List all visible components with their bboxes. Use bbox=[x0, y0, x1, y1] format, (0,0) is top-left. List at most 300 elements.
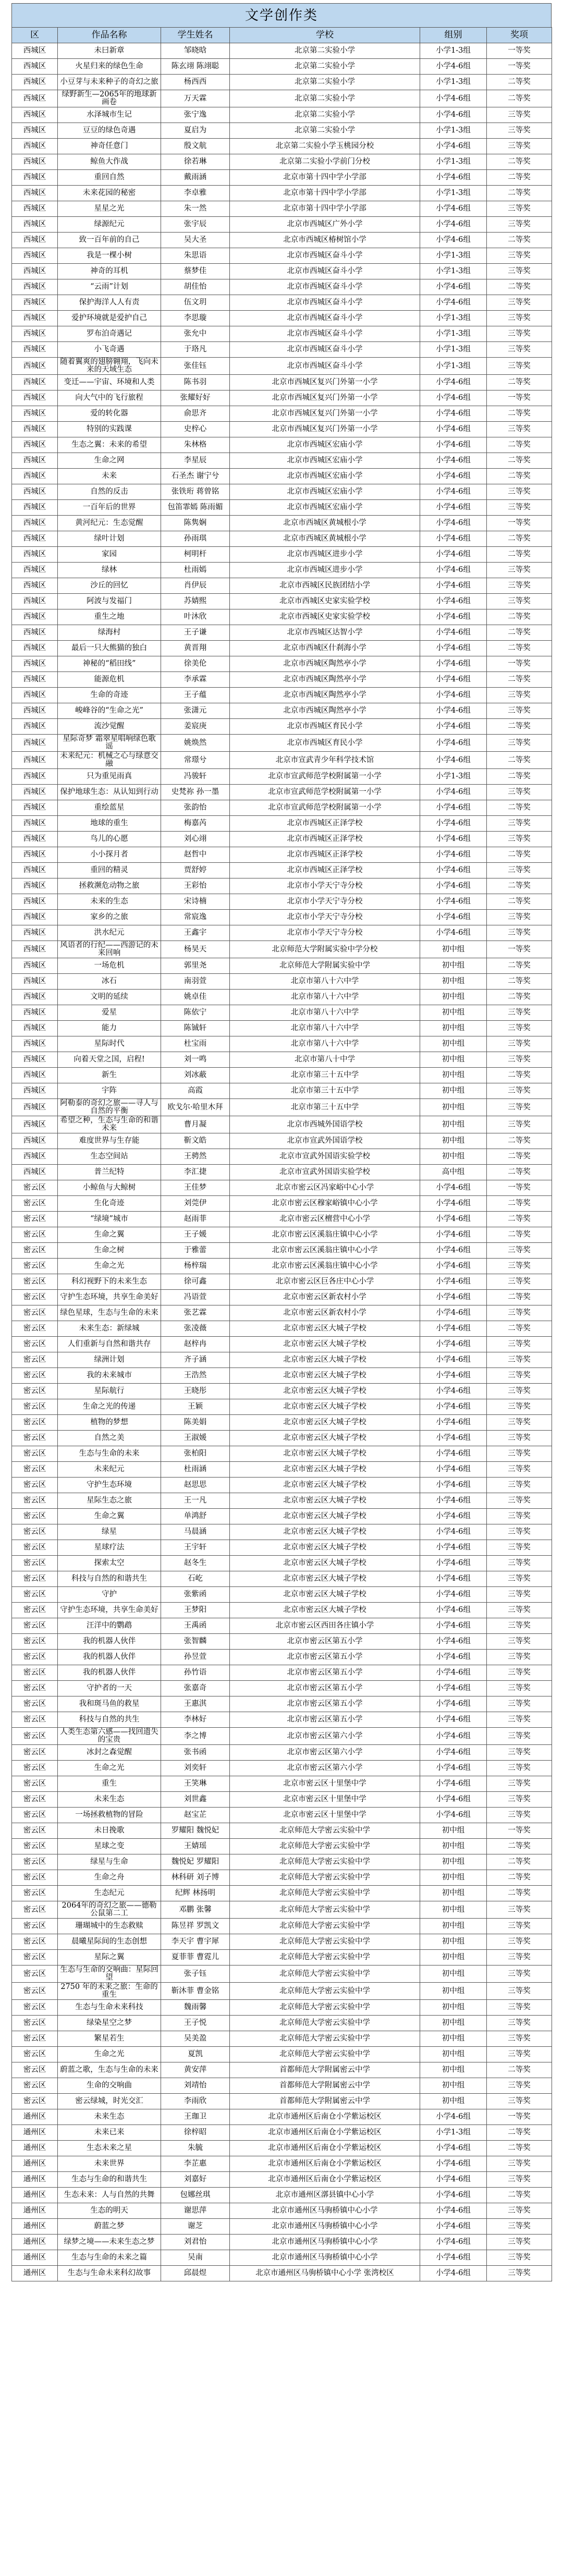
cell-award: 三等奖 bbox=[487, 1934, 552, 1950]
cell-work-title: 拯救濒危动物之旅 bbox=[58, 878, 161, 894]
cell-group: 初中组 bbox=[420, 1116, 487, 1133]
cell-student-name: 李之博 bbox=[161, 1728, 230, 1745]
cell-group: 小学4-6组 bbox=[420, 578, 487, 594]
cell-district: 西城区 bbox=[12, 878, 58, 894]
cell-group: 小学4-6组 bbox=[420, 625, 487, 641]
cell-school: 北京市西城区奋斗小学 bbox=[230, 279, 420, 295]
table-row bbox=[12, 186, 552, 201]
cell-student-name: 靳沐菲 曹金铭 bbox=[161, 1983, 230, 2000]
cell-school: 北京市小学天宁寺分校 bbox=[230, 910, 420, 925]
cell-group: 小学4-6组 bbox=[420, 1509, 487, 1524]
cell-work-title: 鸟儿的心愿 bbox=[58, 832, 161, 847]
cell-award: 一等奖 bbox=[487, 59, 552, 75]
table-row bbox=[12, 2031, 552, 2047]
cell-work-title: 绿梦之境——未来生态之梦 bbox=[58, 2235, 161, 2250]
cell-award: 三等奖 bbox=[487, 1509, 552, 1524]
cell-award: 三等奖 bbox=[487, 1919, 552, 1934]
table-row bbox=[12, 832, 552, 847]
cell-school: 北京师范大学附属实验中学分校 bbox=[230, 941, 420, 958]
cell-group: 小学4-6组 bbox=[420, 703, 487, 719]
cell-district: 西城区 bbox=[12, 437, 58, 453]
table-row bbox=[12, 139, 552, 154]
cell-district: 密云区 bbox=[12, 1728, 58, 1745]
cell-student-name: 张铁珩 蒋曾铭 bbox=[161, 484, 230, 500]
cell-award: 三等奖 bbox=[487, 1950, 552, 1965]
cell-work-title: 珊瑚城中的生态救赎 bbox=[58, 1919, 161, 1934]
cell-award: 三等奖 bbox=[487, 2203, 552, 2219]
cell-work-title: 未来世界 bbox=[58, 2156, 161, 2172]
cell-district: 西城区 bbox=[12, 75, 58, 90]
cell-group: 小学4-6组 bbox=[420, 816, 487, 832]
cell-award: 三等奖 bbox=[487, 785, 552, 800]
cell-work-title: 只为重见雨真 bbox=[58, 769, 161, 785]
cell-award: 二等奖 bbox=[487, 279, 552, 295]
cell-group: 小学4-6组 bbox=[420, 1493, 487, 1509]
cell-school: 北京市通州区马驹桥镇中心小学 bbox=[230, 2250, 420, 2266]
cell-school: 北京市宣武外国语实验学校 bbox=[230, 1149, 420, 1165]
cell-student-name: 杜雨涵 bbox=[161, 1462, 230, 1478]
cell-student-name: 夏凯 bbox=[161, 2047, 230, 2062]
cell-student-name: 李雨欣 bbox=[161, 2094, 230, 2109]
cell-school: 北京市通州区后南仓小学紫运校区 bbox=[230, 2141, 420, 2156]
cell-group: 初中组 bbox=[420, 1870, 487, 1886]
cell-group: 小学4-6组 bbox=[420, 2172, 487, 2188]
cell-group: 小学4-6组 bbox=[420, 233, 487, 248]
cell-award: 二等奖 bbox=[487, 1212, 552, 1227]
cell-award: 三等奖 bbox=[487, 1681, 552, 1696]
cell-group: 小学4-6组 bbox=[420, 1352, 487, 1368]
cell-award: 二等奖 bbox=[487, 2141, 552, 2156]
cell-award: 二等奖 bbox=[487, 2188, 552, 2203]
cell-student-name: 李卓雅 bbox=[161, 186, 230, 201]
cell-student-name: 王子谦 bbox=[161, 625, 230, 641]
cell-group: 小学4-6组 bbox=[420, 201, 487, 217]
cell-school: 北京第二实验小学玉桃园分校 bbox=[230, 139, 420, 154]
cell-school: 北京师范大学密云实验中学 bbox=[230, 1919, 420, 1934]
cell-group: 小学4-6组 bbox=[420, 1180, 487, 1196]
table-row bbox=[12, 1540, 552, 1556]
cell-district: 密云区 bbox=[12, 1462, 58, 1478]
cell-student-name: 王佳梦 bbox=[161, 1180, 230, 1196]
cell-award: 三等奖 bbox=[487, 295, 552, 311]
cell-group: 小学1-3组 bbox=[420, 311, 487, 326]
cell-student-name: 刘靖怡 bbox=[161, 2078, 230, 2094]
cell-district: 密云区 bbox=[12, 2078, 58, 2094]
cell-award: 三等奖 bbox=[487, 1399, 552, 1415]
cell-school: 北京市西城区宏庙小学 bbox=[230, 500, 420, 516]
cell-district: 西城区 bbox=[12, 656, 58, 672]
cell-award: 三等奖 bbox=[487, 1305, 552, 1321]
cell-district: 西城区 bbox=[12, 170, 58, 186]
cell-award: 三等奖 bbox=[487, 1618, 552, 1634]
cell-district: 西城区 bbox=[12, 910, 58, 925]
cell-student-name: 陈依宁 bbox=[161, 1005, 230, 1021]
cell-group: 小学4-6组 bbox=[420, 1212, 487, 1227]
cell-group: 初中组 bbox=[420, 1886, 487, 1901]
cell-work-title: 随着翼爽的翅膀翱翔，飞向未来的天域生态 bbox=[58, 358, 161, 375]
cell-award: 三等奖 bbox=[487, 1587, 552, 1603]
cell-student-name: 杨梓瑞 bbox=[161, 1259, 230, 1274]
table-row bbox=[12, 1259, 552, 1274]
header-district: 区 bbox=[12, 28, 58, 43]
cell-student-name: 夏启为 bbox=[161, 123, 230, 139]
cell-student-name: 杨西西 bbox=[161, 75, 230, 90]
cell-school: 北京市第八十六中学 bbox=[230, 1036, 420, 1052]
cell-school: 北京市宣武青少年科学技术馆 bbox=[230, 752, 420, 769]
cell-work-title: 生态未来：人与自然的共舞 bbox=[58, 2188, 161, 2203]
cell-school: 北京市西城区正泽学校 bbox=[230, 847, 420, 863]
header-work-title: 作品名称 bbox=[58, 28, 161, 43]
cell-group: 小学1-3组 bbox=[420, 358, 487, 375]
cell-work-title: 2750 年的未来之旅：生命的重生 bbox=[58, 1983, 161, 2000]
cell-school: 北京市西城区奋斗小学 bbox=[230, 342, 420, 358]
table-row bbox=[12, 1052, 552, 1068]
cell-district: 密云区 bbox=[12, 1180, 58, 1196]
cell-district: 西城区 bbox=[12, 217, 58, 233]
cell-student-name: 胡佳怡 bbox=[161, 279, 230, 295]
cell-award: 三等奖 bbox=[487, 925, 552, 941]
cell-award: 三等奖 bbox=[487, 248, 552, 264]
cell-group: 小学1-3组 bbox=[420, 326, 487, 342]
cell-group: 初中组 bbox=[420, 2000, 487, 2016]
cell-student-name: 张韵怡 bbox=[161, 800, 230, 816]
cell-award: 三等奖 bbox=[487, 1005, 552, 1021]
cell-work-title: 神奇任意门 bbox=[58, 139, 161, 154]
table-row bbox=[12, 422, 552, 437]
cell-school: 北京市西城区陶然亭小学 bbox=[230, 703, 420, 719]
table-row bbox=[12, 878, 552, 894]
cell-student-name: 刘莞伊 bbox=[161, 1196, 230, 1212]
cell-work-title: 生命之翼 bbox=[58, 1509, 161, 1524]
table-row bbox=[12, 1274, 552, 1290]
cell-group: 小学4-6组 bbox=[420, 1712, 487, 1728]
cell-student-name: 欧戈尔·哈里木拜 bbox=[161, 1099, 230, 1116]
cell-group: 小学4-6组 bbox=[420, 688, 487, 703]
cell-work-title: “绿境”城市 bbox=[58, 1212, 161, 1227]
cell-award: 三等奖 bbox=[487, 201, 552, 217]
cell-student-name: 黄晋翔 bbox=[161, 641, 230, 656]
cell-student-name: 石圣杰 谢宁兮 bbox=[161, 469, 230, 484]
cell-group: 初中组 bbox=[420, 1083, 487, 1099]
cell-school: 北京第二实验小学前门分校 bbox=[230, 154, 420, 170]
cell-district: 西城区 bbox=[12, 264, 58, 279]
cell-award: 三等奖 bbox=[487, 1259, 552, 1274]
cell-school: 北京市宣武外国语学校 bbox=[230, 1133, 420, 1149]
table-row bbox=[12, 990, 552, 1005]
cell-school: 北京市密云区大城子学校 bbox=[230, 1368, 420, 1384]
cell-school: 北京市密云区第五小学 bbox=[230, 1650, 420, 1665]
cell-award: 二等奖 bbox=[487, 974, 552, 990]
cell-group: 小学4-6组 bbox=[420, 1603, 487, 1618]
cell-district: 密云区 bbox=[12, 1650, 58, 1665]
cell-award: 三等奖 bbox=[487, 2031, 552, 2047]
cell-award: 二等奖 bbox=[487, 609, 552, 625]
cell-group: 小学4-6组 bbox=[420, 107, 487, 123]
table-row bbox=[12, 1792, 552, 1808]
cell-work-title: 未来 bbox=[58, 469, 161, 484]
cell-district: 西城区 bbox=[12, 1068, 58, 1083]
cell-student-name: 赵宝芷 bbox=[161, 1808, 230, 1823]
cell-district: 西城区 bbox=[12, 1036, 58, 1052]
table-row bbox=[12, 453, 552, 469]
cell-group: 小学4-6组 bbox=[420, 609, 487, 625]
cell-award: 二等奖 bbox=[487, 1886, 552, 1901]
cell-group: 小学4-6组 bbox=[420, 1399, 487, 1415]
cell-group: 小学4-6组 bbox=[420, 1761, 487, 1776]
cell-group: 小学4-6组 bbox=[420, 422, 487, 437]
table-row bbox=[12, 1462, 552, 1478]
cell-school: 北京市西城区进步小学 bbox=[230, 547, 420, 563]
cell-student-name: 张宇辰 bbox=[161, 217, 230, 233]
cell-student-name: 陈玄翊 陈翊聪 bbox=[161, 59, 230, 75]
cell-district: 西城区 bbox=[12, 90, 58, 107]
cell-group: 小学4-6组 bbox=[420, 170, 487, 186]
cell-award: 三等奖 bbox=[487, 1462, 552, 1478]
cell-work-title: 家园 bbox=[58, 547, 161, 563]
table-row bbox=[12, 2062, 552, 2078]
cell-student-name: 姜宸庚 bbox=[161, 719, 230, 735]
cell-student-name: 魏悦妃 罗耀阳 bbox=[161, 1854, 230, 1870]
cell-award: 三等奖 bbox=[487, 2047, 552, 2062]
cell-school: 北京市密云区大城子学校 bbox=[230, 1462, 420, 1478]
table-row bbox=[12, 1571, 552, 1587]
table-row bbox=[12, 703, 552, 719]
table-row bbox=[12, 1745, 552, 1761]
cell-group: 小学4-6组 bbox=[420, 484, 487, 500]
cell-group: 初中组 bbox=[420, 2031, 487, 2047]
cell-work-title: 守护生态环境，共享生命美好 bbox=[58, 1603, 161, 1618]
cell-group: 小学4-6组 bbox=[420, 925, 487, 941]
cell-award: 三等奖 bbox=[487, 2219, 552, 2235]
cell-award: 三等奖 bbox=[487, 1696, 552, 1712]
cell-award: 三等奖 bbox=[487, 484, 552, 500]
cell-group: 小学4-6组 bbox=[420, 1243, 487, 1259]
table-row bbox=[12, 516, 552, 531]
cell-school: 北京市西城区育民小学 bbox=[230, 735, 420, 752]
cell-student-name: 包笛霏嫣 陈雨媚 bbox=[161, 500, 230, 516]
cell-school: 北京市密云区新农村小学 bbox=[230, 1305, 420, 1321]
table-row bbox=[12, 609, 552, 625]
cell-award: 二等奖 bbox=[487, 1870, 552, 1886]
cell-district: 密云区 bbox=[12, 1478, 58, 1493]
cell-award: 二等奖 bbox=[487, 1149, 552, 1165]
cell-work-title: 蔚蓝之歌，生态与生命的未来 bbox=[58, 2062, 161, 2078]
cell-student-name: 张宁逸 bbox=[161, 107, 230, 123]
table-row bbox=[12, 406, 552, 422]
cell-work-title: 生态空间站 bbox=[58, 1149, 161, 1165]
table-row bbox=[12, 1776, 552, 1792]
table-row bbox=[12, 1854, 552, 1870]
cell-student-name: 张耀好好 bbox=[161, 390, 230, 406]
cell-award: 三等奖 bbox=[487, 2235, 552, 2250]
cell-district: 通州区 bbox=[12, 2172, 58, 2188]
cell-student-name: 陈美娟 bbox=[161, 1415, 230, 1431]
cell-school: 北京市通州区漷县镇中心小学 bbox=[230, 2188, 420, 2203]
cell-award: 一等奖 bbox=[487, 2109, 552, 2125]
table-row bbox=[12, 656, 552, 672]
cell-student-name: 林科研 刘子博 bbox=[161, 1870, 230, 1886]
cell-student-name: 曹月凝 bbox=[161, 1116, 230, 1133]
cell-district: 西城区 bbox=[12, 816, 58, 832]
cell-group: 小学4-6组 bbox=[420, 894, 487, 910]
table-row bbox=[12, 672, 552, 688]
cell-district: 密云区 bbox=[12, 1305, 58, 1321]
cell-group: 小学1-3组 bbox=[420, 75, 487, 90]
cell-district: 西城区 bbox=[12, 1165, 58, 1180]
cell-award: 二等奖 bbox=[487, 154, 552, 170]
cell-school: 北京市宣武师范学校附属第一小学 bbox=[230, 785, 420, 800]
cell-student-name: 陈书羽 bbox=[161, 375, 230, 390]
cell-school: 北京第二实验小学 bbox=[230, 43, 420, 59]
table-row bbox=[12, 1116, 552, 1133]
cell-district: 西城区 bbox=[12, 139, 58, 154]
cell-work-title: 重生 bbox=[58, 1776, 161, 1792]
table-body bbox=[12, 43, 552, 2281]
cell-work-title: 汪洋中的鹦鹉 bbox=[58, 1618, 161, 1634]
table-row bbox=[12, 1133, 552, 1149]
cell-work-title: 人类生态第六感——找回遗失的宝贵 bbox=[58, 1728, 161, 1745]
cell-work-title: 阿勒泰的奇幻之旅——寻人与自然的平衡 bbox=[58, 1099, 161, 1116]
cell-student-name: 吴南 bbox=[161, 2250, 230, 2266]
cell-district: 西城区 bbox=[12, 769, 58, 785]
cell-student-name: 王鑫宇 bbox=[161, 925, 230, 941]
cell-district: 密云区 bbox=[12, 1384, 58, 1399]
table-row bbox=[12, 1603, 552, 1618]
cell-student-name: 李承霖 bbox=[161, 672, 230, 688]
table-row bbox=[12, 1431, 552, 1446]
cell-district: 西城区 bbox=[12, 358, 58, 375]
cell-district: 西城区 bbox=[12, 925, 58, 941]
cell-district: 西城区 bbox=[12, 625, 58, 641]
table-row bbox=[12, 1696, 552, 1712]
cell-award: 二等奖 bbox=[487, 719, 552, 735]
cell-group: 小学4-6组 bbox=[420, 59, 487, 75]
cell-school: 北京市密云区大城子学校 bbox=[230, 1337, 420, 1352]
cell-work-title: 未来已来 bbox=[58, 2125, 161, 2141]
table-row bbox=[12, 1587, 552, 1603]
cell-school: 北京市密云区大城子学校 bbox=[230, 1524, 420, 1540]
cell-group: 初中组 bbox=[420, 2078, 487, 2094]
cell-school: 北京市密云区第五小学 bbox=[230, 1681, 420, 1696]
cell-group: 初中组 bbox=[420, 1983, 487, 2000]
table-row bbox=[12, 594, 552, 609]
table-row bbox=[12, 625, 552, 641]
table-row bbox=[12, 201, 552, 217]
cell-school: 北京市宣武外国语实验学校 bbox=[230, 1165, 420, 1180]
cell-group: 初中组 bbox=[420, 1919, 487, 1934]
table-row bbox=[12, 688, 552, 703]
table-row bbox=[12, 1290, 552, 1305]
cell-school: 北京市小学天宁寺分校 bbox=[230, 894, 420, 910]
cell-student-name: 李思璇 bbox=[161, 311, 230, 326]
table-row bbox=[12, 1446, 552, 1462]
table-row bbox=[12, 941, 552, 958]
table-row bbox=[12, 43, 552, 59]
cell-district: 西城区 bbox=[12, 641, 58, 656]
cell-group: 小学4-6组 bbox=[420, 1556, 487, 1571]
cell-school: 北京市通州区后南仓小学紫运校区 bbox=[230, 2109, 420, 2125]
cell-school: 北京市西城区奋斗小学 bbox=[230, 311, 420, 326]
cell-work-title: 人们重新与自然和谐共存 bbox=[58, 1337, 161, 1352]
cell-school: 北京市西城区正泽学校 bbox=[230, 832, 420, 847]
cell-work-title: 希望之种，生态与生命的和谐未来 bbox=[58, 1116, 161, 1133]
cell-school: 北京市密云区檀营中心小学 bbox=[230, 1212, 420, 1227]
cell-district: 密云区 bbox=[12, 1290, 58, 1305]
cell-student-name: 张艺霖 bbox=[161, 1305, 230, 1321]
cell-student-name: 张嘉奇 bbox=[161, 1681, 230, 1696]
table-row bbox=[12, 578, 552, 594]
cell-district: 西城区 bbox=[12, 1021, 58, 1036]
cell-work-title: 生态与生命的未来之篇 bbox=[58, 2250, 161, 2266]
table-row bbox=[12, 390, 552, 406]
cell-district: 西城区 bbox=[12, 1133, 58, 1149]
cell-school: 北京师范大学密云实验中学 bbox=[230, 2031, 420, 2047]
cell-school: 北京市密云区大城子学校 bbox=[230, 1556, 420, 1571]
cell-group: 小学4-6组 bbox=[420, 1728, 487, 1745]
cell-student-name: 石屹 bbox=[161, 1571, 230, 1587]
table-row bbox=[12, 2266, 552, 2281]
cell-school: 北京市密云区第五小学 bbox=[230, 1712, 420, 1728]
cell-award: 二等奖 bbox=[487, 406, 552, 422]
cell-work-title: 星球之变 bbox=[58, 1839, 161, 1854]
cell-group: 小学4-6组 bbox=[420, 2156, 487, 2172]
cell-work-title: 生态之翼：未来的希望 bbox=[58, 437, 161, 453]
cell-school: 北京市西城区进步小学 bbox=[230, 563, 420, 578]
cell-school: 北京市密云区冯家峪中心小学 bbox=[230, 1180, 420, 1196]
cell-work-title: 我的未来城市 bbox=[58, 1368, 161, 1384]
cell-group: 初中组 bbox=[420, 2062, 487, 2078]
cell-school: 北京市西城区陶然亭小学 bbox=[230, 656, 420, 672]
cell-student-name: 李汇捷 bbox=[161, 1165, 230, 1180]
cell-work-title: 特别的实践课 bbox=[58, 422, 161, 437]
table-row bbox=[12, 735, 552, 752]
cell-district: 密云区 bbox=[12, 1243, 58, 1259]
table-row bbox=[12, 910, 552, 925]
cell-group: 小学4-6组 bbox=[420, 641, 487, 656]
cell-award: 二等奖 bbox=[487, 894, 552, 910]
cell-work-title: 峻峰谷的“生命之光” bbox=[58, 703, 161, 719]
cell-student-name: 刘君怡 bbox=[161, 2235, 230, 2250]
table-row bbox=[12, 1415, 552, 1431]
cell-district: 密云区 bbox=[12, 1524, 58, 1540]
cell-work-title: 向大气中的飞行旅程 bbox=[58, 390, 161, 406]
cell-district: 西城区 bbox=[12, 974, 58, 990]
cell-group: 小学4-6组 bbox=[420, 2219, 487, 2235]
cell-group: 初中组 bbox=[420, 1950, 487, 1965]
cell-district: 密云区 bbox=[12, 1854, 58, 1870]
table-row bbox=[12, 1021, 552, 1036]
cell-work-title: 我和斑马鱼的救星 bbox=[58, 1696, 161, 1712]
cell-school: 北京市密云区大城子学校 bbox=[230, 1571, 420, 1587]
cell-group: 小学4-6组 bbox=[420, 1259, 487, 1274]
cell-work-title: 生化奇迹 bbox=[58, 1196, 161, 1212]
cell-award: 三等奖 bbox=[487, 1524, 552, 1540]
cell-award: 二等奖 bbox=[487, 2125, 552, 2141]
cell-group: 初中组 bbox=[420, 1149, 487, 1165]
table-row bbox=[12, 1965, 552, 1983]
cell-district: 密云区 bbox=[12, 1212, 58, 1227]
cell-school: 北京第二实验小学 bbox=[230, 90, 420, 107]
cell-award: 三等奖 bbox=[487, 816, 552, 832]
cell-school: 北京市密云区西田各庄镇小学 bbox=[230, 1618, 420, 1634]
cell-work-title: 星际航行 bbox=[58, 1384, 161, 1399]
table-row bbox=[12, 531, 552, 547]
table-row bbox=[12, 123, 552, 139]
cell-group: 小学1-3组 bbox=[420, 154, 487, 170]
cell-award: 三等奖 bbox=[487, 1099, 552, 1116]
cell-student-name: 杜雨嫣 bbox=[161, 563, 230, 578]
cell-district: 西城区 bbox=[12, 609, 58, 625]
